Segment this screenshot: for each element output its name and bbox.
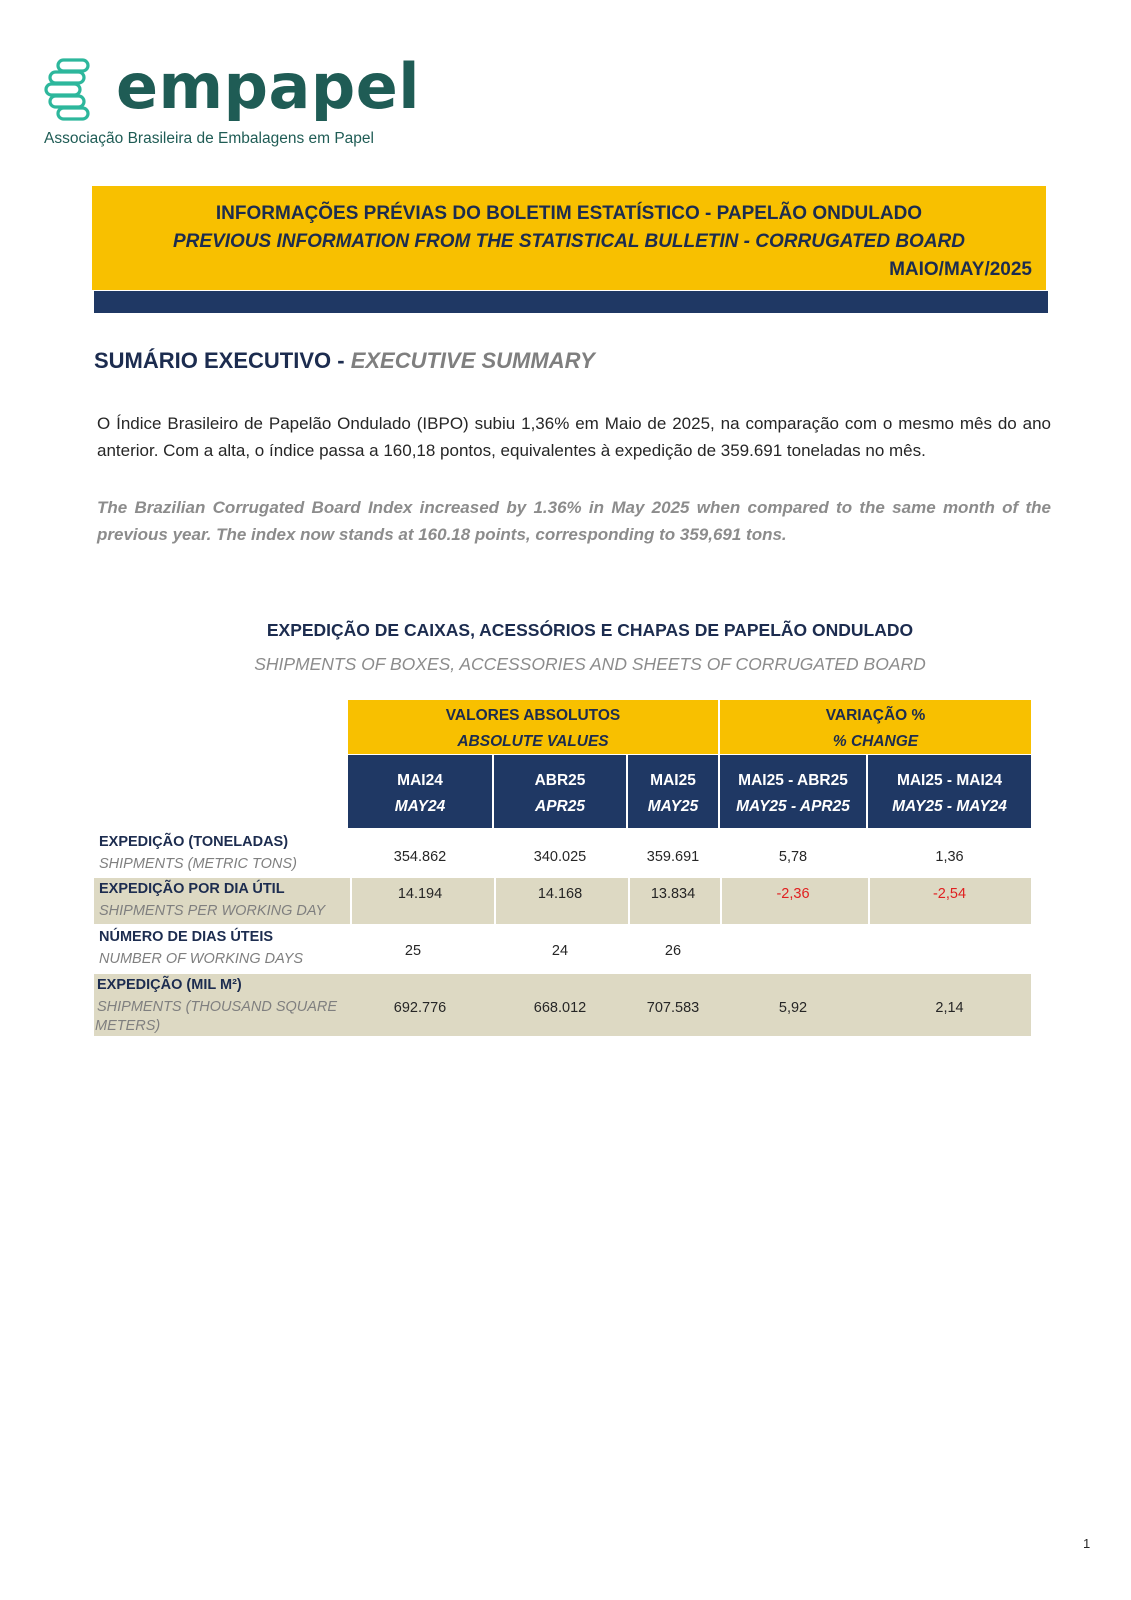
- table-title-pt: EXPEDIÇÃO DE CAIXAS, ACESSÓRIOS E CHAPAS DE PAPELÃO ONDULADO: [266, 620, 914, 640]
- executive-summary-heading: [94, 348, 595, 374]
- header-group-label-pt: VARIAÇÃO %: [825, 707, 926, 724]
- logo-subtitle: Associação Brasileira de Embalagens em Papel: [44, 130, 374, 147]
- column-header-mai25: [628, 755, 718, 828]
- column-label-pt: MAI25 - MAI24: [896, 772, 1003, 789]
- column-label-pt: MAI25 - ABR25: [738, 772, 848, 789]
- banner-divider: [94, 291, 1048, 313]
- table-cell: 25: [404, 943, 422, 959]
- summary-paragraph-en: The Brazilian Corrugated Board Index increased by 1.36% in May 2025 when compared to the same month of the previous year. The index now stands at 160.18 points, corresponding to 359,691 tons.: [97, 498, 1051, 544]
- summary-title-pt: SUMÁRIO EXECUTIVO -: [94, 348, 351, 373]
- column-label-en: MAY25 - MAY24: [892, 798, 1007, 815]
- table-cell: 692.776: [393, 1000, 447, 1016]
- column-label-pt: ABR25: [534, 772, 586, 789]
- table-cell: 1,36: [935, 849, 964, 865]
- row-label-pt: EXPEDIÇÃO POR DIA ÚTIL: [99, 881, 285, 897]
- table-cell: 2,14: [935, 1000, 964, 1016]
- table-cell: 14.168: [537, 886, 583, 902]
- page-number: 1: [1083, 1536, 1091, 1551]
- column-header-mai25-abr25: [720, 755, 866, 828]
- banner-title-en: PREVIOUS INFORMATION FROM THE STATISTICAL BULLETIN - CORRUGATED BOARD: [173, 231, 965, 252]
- column-header-mai25-mai24: [868, 755, 1031, 828]
- summary-title-en: EXECUTIVE SUMMARY: [350, 348, 595, 373]
- column-label-en: MAY25 - APR25: [736, 798, 850, 815]
- row-label-en: NUMBER OF WORKING DAYS: [99, 951, 304, 967]
- row-label-en-continued: METERS): [95, 1018, 161, 1034]
- table-title-en: SHIPMENTS OF BOXES, ACCESSORIES AND SHEETS OF CORRUGATED BOARD: [254, 654, 926, 674]
- column-header-abr25: [494, 755, 626, 828]
- column-label-pt: MAI24: [397, 772, 443, 789]
- banner-period: MAIO/MAY/2025: [889, 259, 1032, 280]
- empapel-logo: [44, 50, 421, 156]
- table-cell: 24: [551, 943, 569, 959]
- row-label-pt: EXPEDIÇÃO (MIL M²): [97, 977, 242, 993]
- report-banner: [92, 186, 1046, 290]
- table-cell: 5,92: [778, 1000, 808, 1016]
- banner-title-pt: INFORMAÇÕES PRÉVIAS DO BOLETIM ESTATÍSTICO - PAPELÃO ONDULADO: [215, 203, 923, 224]
- empapel-logo-icon: [44, 58, 96, 122]
- header-group-change: [720, 700, 1031, 754]
- table-cell: 354.862: [393, 849, 447, 865]
- header-group-label-pt: VALORES ABSOLUTOS: [445, 707, 621, 724]
- column-label-pt: MAI25: [650, 772, 696, 789]
- table-cell: 340.025: [533, 849, 587, 865]
- table-cell: 14.194: [397, 886, 443, 902]
- table-cell: 668.012: [533, 1000, 587, 1016]
- table-cell: 13.834: [650, 886, 696, 902]
- header-group-label-en: % CHANGE: [832, 733, 919, 750]
- summary-paragraph-pt: O Índice Brasileiro de Papelão Ondulado (IBPO) subiu 1,36% em Maio de 2025, na comparação com o mesmo mês do ano anterior. Com a alta, o índice passa a 160,18 pontos, equivalentes à expedição de 359.691 toneladas no mês.: [97, 414, 1051, 460]
- row-label-en: SHIPMENTS (METRIC TONS): [99, 856, 297, 872]
- table-cell-negative: -2,54: [932, 886, 967, 902]
- row-label-pt: EXPEDIÇÃO (TONELADAS): [99, 834, 289, 850]
- column-header-mai24: [348, 755, 492, 828]
- table-cell: 26: [664, 943, 682, 959]
- row-label-en: SHIPMENTS (THOUSAND SQUARE: [97, 999, 338, 1015]
- header-group-label-en: ABSOLUTE VALUES: [457, 733, 609, 750]
- column-label-en: APR25: [535, 798, 585, 815]
- row-label-en: SHIPMENTS PER WORKING DAY: [99, 903, 326, 919]
- row-label-pt: NÚMERO DE DIAS ÚTEIS: [99, 929, 274, 945]
- table-cell: 5,78: [778, 849, 808, 865]
- column-label-en: MAY24: [394, 798, 446, 815]
- table-cell-negative: -2,36: [776, 886, 810, 902]
- logo-wordmark: empapel: [116, 50, 421, 123]
- column-label-en: MAY25: [647, 798, 699, 815]
- table-cell: 359.691: [646, 849, 700, 865]
- table-cell: 707.583: [646, 1000, 700, 1016]
- header-group-absolute: [348, 700, 718, 754]
